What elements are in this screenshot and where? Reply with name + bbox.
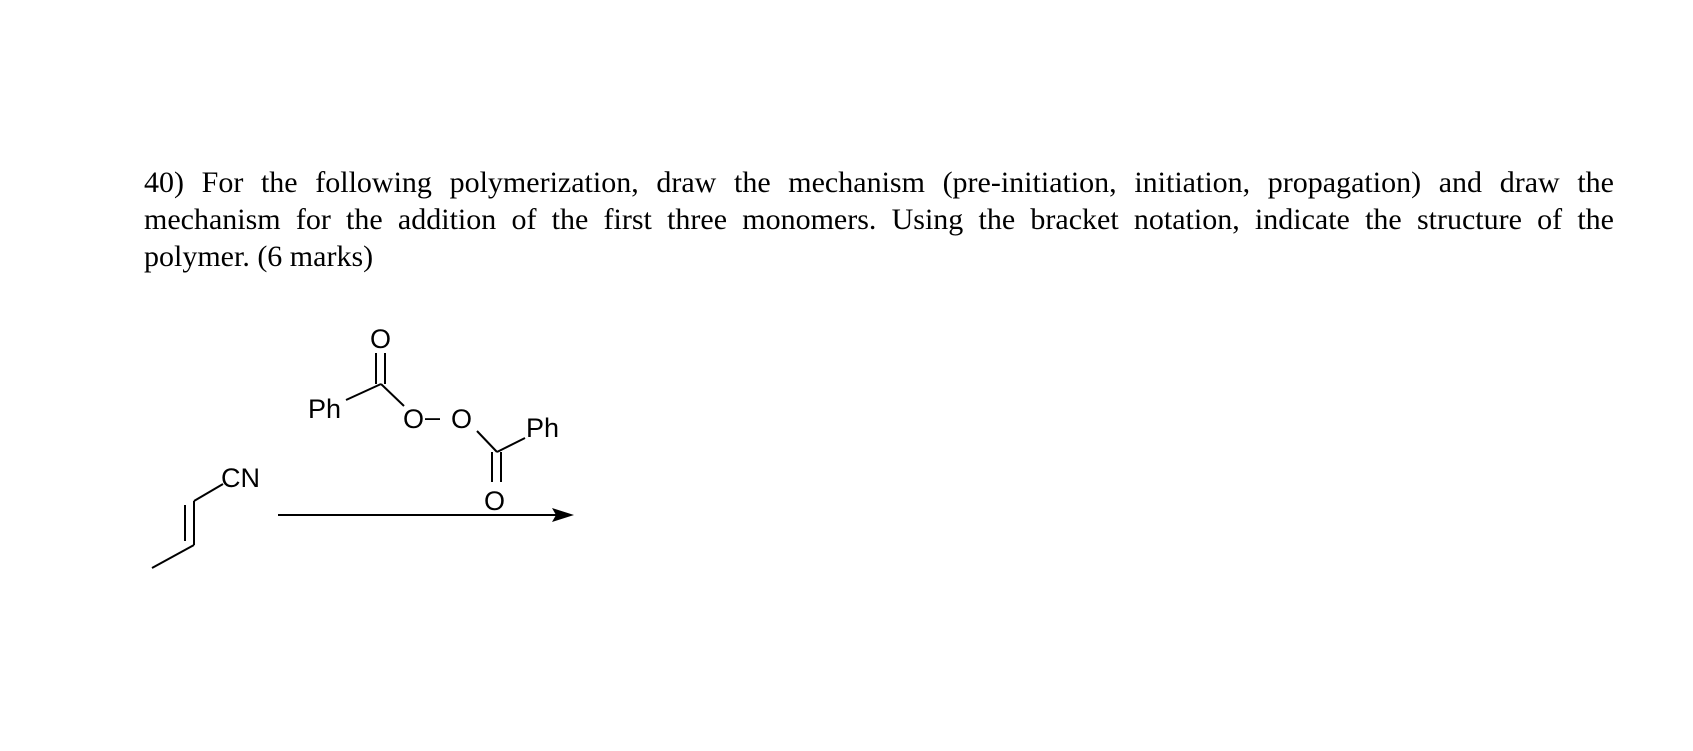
reaction-arrow bbox=[278, 508, 574, 522]
ph-right-label: Ph bbox=[526, 413, 560, 443]
question-line-3: polymer. (6 marks) bbox=[144, 240, 374, 273]
peroxide-dash-label: – bbox=[425, 402, 441, 432]
bond-carbonyl-o-left bbox=[381, 384, 404, 406]
peroxide-o1-label: O bbox=[403, 404, 425, 434]
bond-o-carbonyl-right bbox=[477, 431, 497, 452]
carbonyl-o-bottom-label: O bbox=[484, 486, 506, 516]
question-line-2: mechanism for the addition of the first three monomers. Using the bracket notation, indicate the structure of the bbox=[144, 203, 1614, 236]
nitrile-label: CN bbox=[221, 463, 260, 493]
peroxide-o2-label: O bbox=[451, 404, 473, 434]
carbonyl-o-top-label: O bbox=[370, 324, 392, 354]
crotononitrile-structure bbox=[152, 463, 260, 568]
ph-left-label: Ph bbox=[308, 394, 342, 424]
bond-methyl-alkene bbox=[152, 545, 194, 568]
bond-carbonyl-ph-right bbox=[497, 438, 525, 452]
question-line-1: 40) For the following polymerization, draw the mechanism (pre-initiation, initiation, propagation) and draw the bbox=[144, 166, 1614, 199]
bond-ph-carbonyl-left bbox=[346, 384, 381, 400]
benzoyl-peroxide-structure bbox=[308, 324, 559, 516]
bond-alkene-cn bbox=[194, 484, 223, 501]
